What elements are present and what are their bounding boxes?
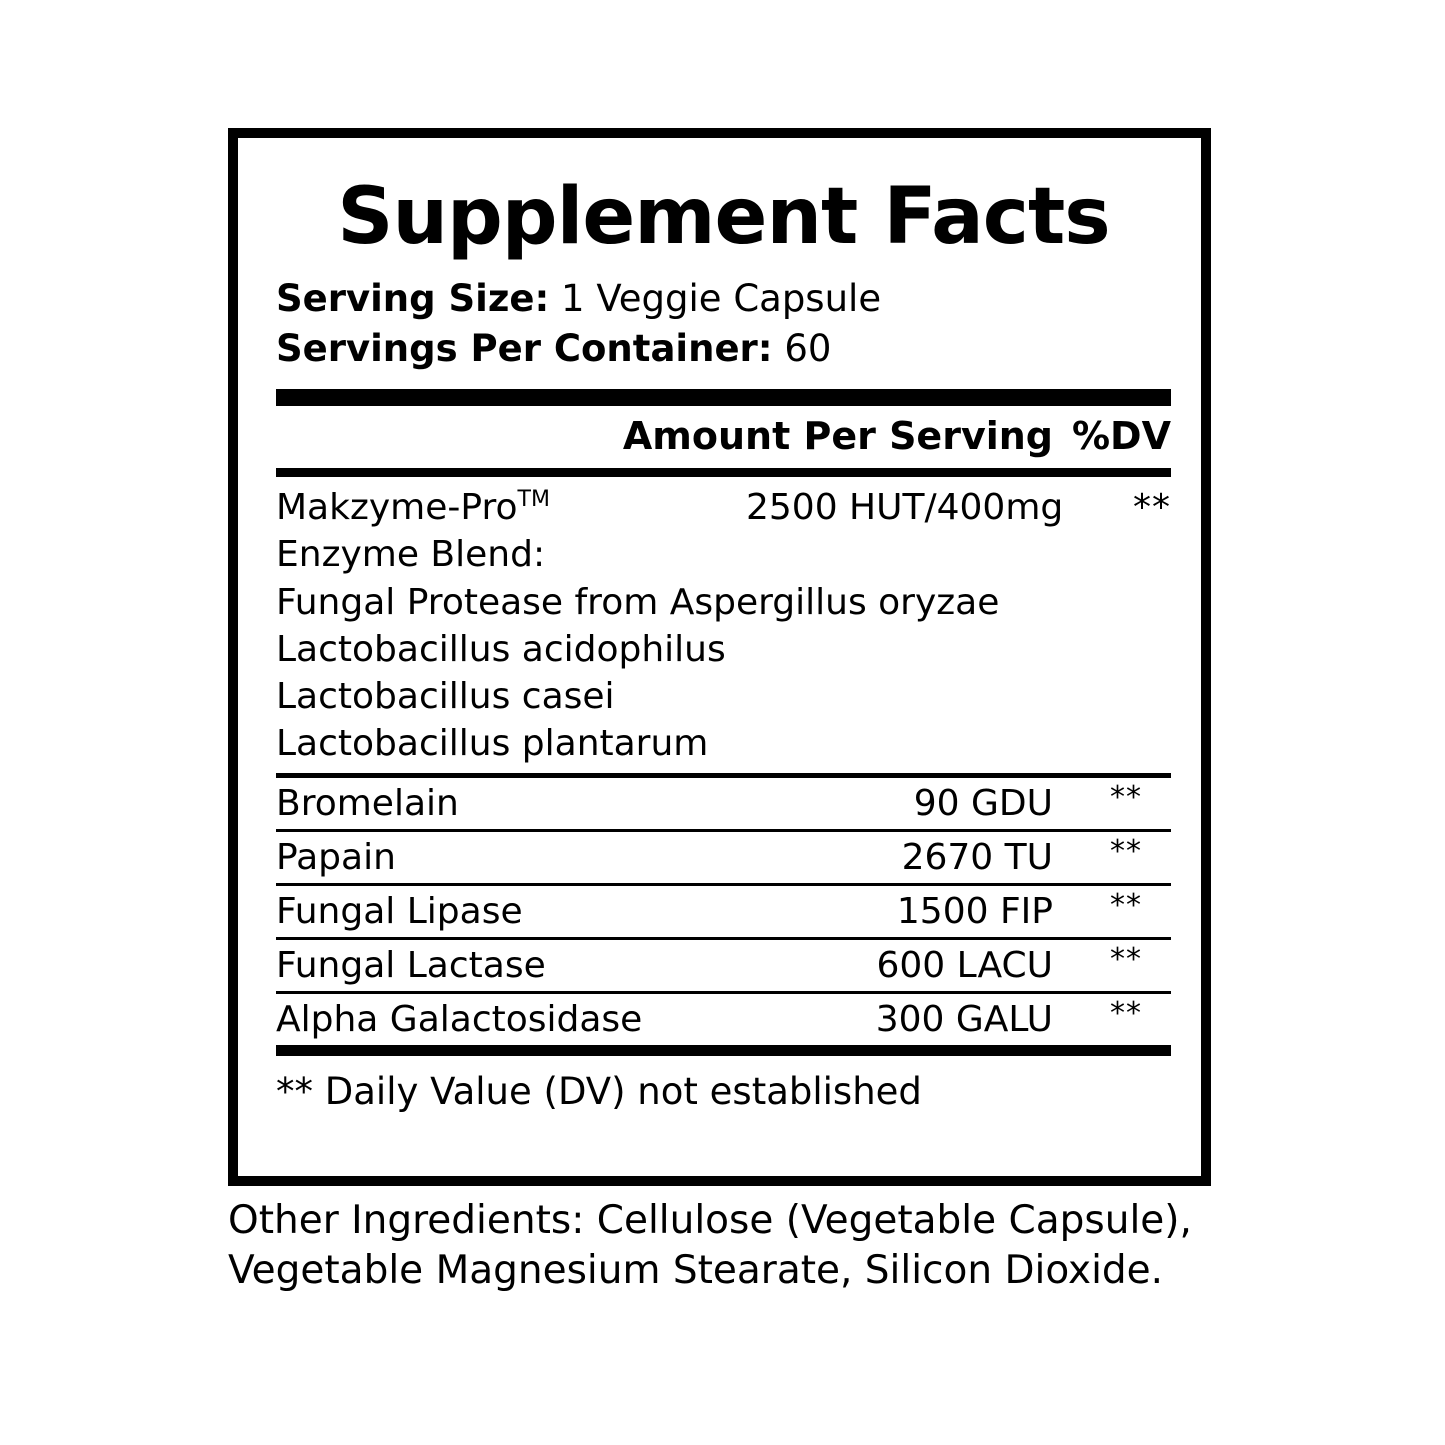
nutrient-rows	[276, 773, 1171, 1045]
column-headers	[276, 406, 1171, 464]
other-ingredients: Other Ingredients: Cellulose (Vegetable Capsule), Vegetable Magnesium Stearate, Silicon Dioxide.	[228, 1198, 1192, 1293]
blend-dv: **	[1133, 486, 1171, 528]
nutrient-name: Bromelain	[276, 783, 459, 825]
blend-name-text: Makzyme-Pro	[276, 486, 518, 528]
nutrient-dv: **	[1110, 996, 1142, 1032]
nutrient-name: Fungal Lactase	[276, 945, 546, 987]
nutrient-amount: 300 GALU	[875, 999, 1053, 1041]
blend-header-row	[276, 485, 1171, 532]
nutrient-dv: **	[1110, 942, 1142, 978]
dv-header: %DV	[1071, 413, 1171, 458]
table-row	[276, 883, 1171, 937]
blend-name-line2: Enzyme Blend:	[276, 534, 546, 576]
serving-size-line	[276, 274, 1171, 324]
trademark-icon: TM	[517, 486, 550, 512]
table-row	[276, 829, 1171, 883]
serving-size-label: Serving Size:	[276, 277, 550, 320]
divider-under-headers	[276, 468, 1171, 477]
nutrient-dv: **	[1110, 834, 1142, 870]
nutrient-amount: 600 LACU	[876, 945, 1053, 987]
blend-component: Lactobacillus casei	[276, 675, 615, 717]
servings-per-container-value: 60	[784, 327, 832, 371]
nutrient-name: Alpha Galactosidase	[276, 999, 643, 1041]
blend-amount: 2500 HUT/400mg	[746, 486, 1064, 528]
servings-per-container-line	[276, 324, 1171, 374]
table-row	[276, 773, 1171, 829]
blend-component: Fungal Protease from Aspergillus oryzae	[276, 581, 1000, 623]
supplement-facts-panel	[228, 128, 1211, 1186]
nutrient-amount: 1500 FIP	[896, 891, 1053, 933]
blend-component: Lactobacillus plantarum	[276, 723, 709, 765]
table-row	[276, 991, 1171, 1045]
divider-thick-top	[276, 389, 1171, 406]
serving-size-value: 1 Veggie Capsule	[561, 277, 882, 320]
blend-section	[276, 477, 1171, 768]
divider-bottom	[276, 1045, 1171, 1056]
nutrient-dv: **	[1110, 888, 1142, 924]
nutrient-amount: 2670 TU	[901, 837, 1053, 879]
nutrient-name: Papain	[276, 837, 396, 879]
page-title: Supplement Facts	[337, 172, 1110, 262]
amount-per-serving-header: Amount Per Serving	[622, 413, 1053, 458]
nutrient-name: Fungal Lipase	[276, 891, 523, 933]
footnote: ** Daily Value (DV) not established	[276, 1070, 922, 1114]
table-row	[276, 937, 1171, 991]
servings-per-container-label: Servings Per Container:	[276, 327, 773, 371]
nutrient-amount: 90 GDU	[913, 783, 1053, 825]
blend-component: Lactobacillus acidophilus	[276, 628, 726, 670]
blend-name	[276, 485, 550, 532]
nutrient-dv: **	[1110, 780, 1142, 816]
